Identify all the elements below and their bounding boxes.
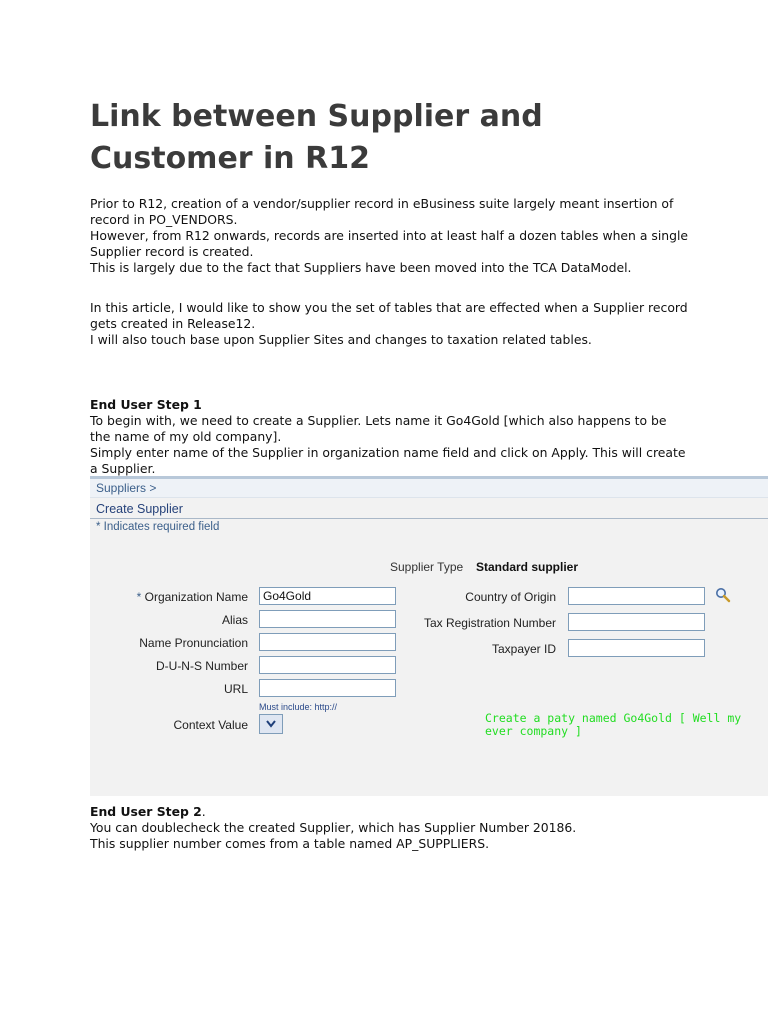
intro-paragraph bbox=[90, 196, 690, 276]
country-of-origin-label: Country of Origin bbox=[465, 590, 556, 604]
article-line: I will also touch base upon Supplier Sites and changes to taxation related tables. bbox=[90, 332, 592, 347]
alias-label: Alias bbox=[221, 613, 248, 627]
required-field-note: * Indicates required field bbox=[96, 521, 220, 533]
taxpayer-id-label: Taxpayer ID bbox=[491, 642, 556, 656]
article-paragraph bbox=[90, 300, 690, 348]
annotation-note: Create a paty named Go4Gold [ Well my ever company ] bbox=[485, 711, 742, 738]
duns-number-label: D-U-N-S Number bbox=[155, 659, 248, 673]
chevron-down-icon bbox=[266, 720, 276, 728]
step2-heading-period: . bbox=[201, 804, 206, 819]
context-value-label: Context Value bbox=[173, 718, 248, 732]
article-line: In this article, I would like to show you the set of tables that are effected when a Supplier record gets created in Release12. bbox=[90, 300, 688, 331]
step1-paragraph bbox=[90, 397, 690, 477]
taxpayer-id-input[interactable] bbox=[568, 639, 705, 657]
context-value-select[interactable] bbox=[259, 714, 283, 734]
header-divider bbox=[90, 518, 768, 519]
required-star: * bbox=[136, 590, 145, 604]
breadcrumb bbox=[90, 479, 768, 498]
step2-heading: End User Step 2 bbox=[90, 804, 202, 819]
intro-line: Prior to R12, creation of a vendor/supplier record in eBusiness suite largely meant insertion of record in PO_VENDORS. bbox=[90, 196, 674, 227]
step2-paragraph bbox=[90, 804, 690, 852]
url-input[interactable] bbox=[259, 679, 396, 697]
tax-registration-input[interactable] bbox=[568, 613, 705, 631]
tax-registration-label: Tax Registration Number bbox=[423, 616, 556, 630]
step1-heading: End User Step 1 bbox=[90, 397, 202, 412]
step2-line: This supplier number comes from a table named AP_SUPPLIERS. bbox=[90, 836, 490, 851]
country-of-origin-input[interactable] bbox=[568, 587, 705, 605]
supplier-type-label: Supplier Type bbox=[390, 560, 464, 574]
name-pronunciation-input[interactable] bbox=[259, 633, 396, 651]
organization-name-label-text: Organization Name bbox=[144, 590, 248, 604]
alias-input[interactable] bbox=[259, 610, 396, 628]
duns-number-input[interactable] bbox=[259, 656, 396, 674]
name-pronunciation-label: Name Pronunciation bbox=[139, 636, 248, 650]
organization-name-label bbox=[137, 590, 248, 604]
search-icon[interactable] bbox=[715, 587, 731, 603]
organization-name-input[interactable]: Go4Gold bbox=[259, 587, 396, 605]
form-header: Create Supplier bbox=[96, 502, 183, 516]
url-label: URL bbox=[223, 682, 248, 696]
url-hint: Must include: http:// bbox=[259, 702, 338, 712]
step2-line: You can doublecheck the created Supplier, which has Supplier Number 20186. bbox=[90, 820, 577, 835]
step1-line: To begin with, we need to create a Supplier. Lets name it Go4Gold [which also happens to be the name of my old company]. bbox=[90, 413, 667, 444]
supplier-type-value: Standard supplier bbox=[476, 560, 579, 574]
step2-heading-row bbox=[90, 804, 690, 820]
breadcrumb-suppliers-link[interactable]: Suppliers > bbox=[96, 481, 157, 495]
intro-line: This is largely due to the fact that Suppliers have been moved into the TCA DataModel. bbox=[90, 260, 632, 275]
step1-line: Simply enter name of the Supplier in organization name field and click on Apply. This will create a Supplier. bbox=[90, 445, 686, 476]
page-title: Link between Supplier and Customer in R12 bbox=[90, 99, 543, 176]
intro-line: However, from R12 onwards, records are inserted into at least half a dozen tables when a single Supplier record is created. bbox=[90, 228, 689, 259]
create-supplier-screenshot bbox=[90, 476, 768, 796]
